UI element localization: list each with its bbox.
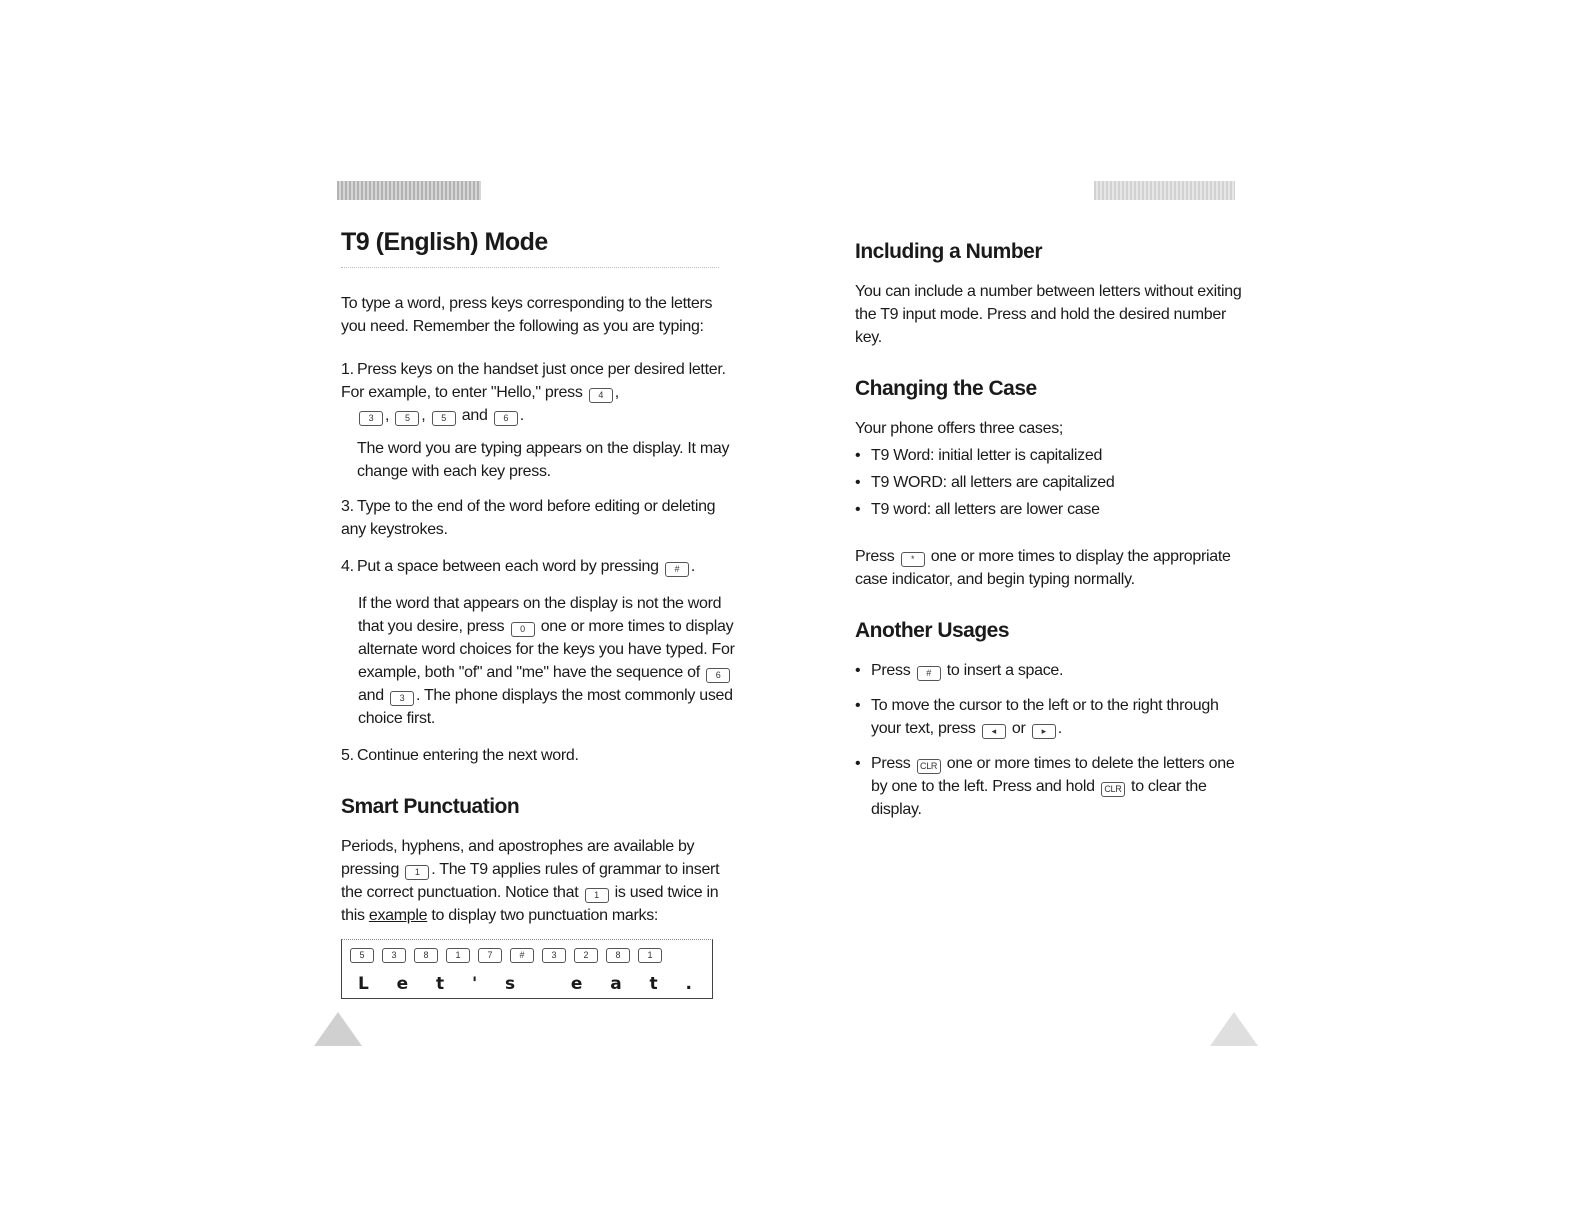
example-letter: ': [472, 974, 478, 994]
case-list: [855, 444, 1250, 521]
changing-case-intro: Your phone offers three cases;: [855, 420, 1064, 437]
step-3: 3. Type to the end of the word before editing or deleting any keystrokes.: [341, 498, 716, 538]
changing-case-text: Press * one or more times to display the appropriate case indicator, and begin typing normally.: [855, 548, 1231, 588]
example-letter: s: [505, 974, 516, 994]
key-1-icon: 1: [585, 888, 609, 903]
step-4-note: If the word that appears on the display is not the word that you desire, press 0 one or more times to display alternate word choices for the keys you have typed. For example, both "of" and "me" have the sequence of 6 and 3 . The phone displays the most commonly used choice first.: [358, 595, 735, 727]
usages-list: [855, 659, 1250, 821]
usage-item-space: • Press # to insert a space.: [855, 659, 1250, 682]
case-item: • T9 Word: initial letter is capitalized: [855, 444, 1250, 467]
smart-punctuation-text: Periods, hyphens, and apostrophes are available by pressing 1 . The T9 applies rules of grammar to insert the correct punctuation. Notice that 1 is used twice in this example to display two punctuation marks:: [341, 838, 720, 924]
changing-case-title: Changing the Case: [855, 377, 1037, 400]
key-8-icon: 8: [414, 948, 438, 963]
nav-right-key-icon: ▸: [1032, 724, 1056, 739]
example-letter: e: [570, 974, 583, 994]
key-3-icon: 3: [359, 411, 383, 426]
key-hash-icon: #: [510, 948, 534, 963]
nav-left-key-icon: ◂: [982, 724, 1006, 739]
key-6-icon: 6: [706, 668, 730, 683]
clear-key-icon: CLR: [917, 759, 941, 774]
right-page-triangle-icon: [1210, 1012, 1258, 1046]
punctuation-example-box: [341, 939, 713, 999]
example-letter: t: [649, 974, 658, 994]
example-letter: t: [436, 974, 445, 994]
key-6-icon: 6: [494, 411, 518, 426]
key-4-icon: 4: [589, 388, 613, 403]
example-letter: a: [610, 974, 622, 994]
example-link[interactable]: example: [368, 907, 428, 924]
key-7-icon: 7: [478, 948, 502, 963]
key-1-icon: 1: [405, 865, 429, 880]
left-header-tab: [337, 181, 481, 200]
key-star-icon: *: [901, 552, 925, 567]
key-5-icon: 5: [395, 411, 419, 426]
key-0-icon: 0: [511, 622, 535, 637]
key-1-icon: 1: [638, 948, 662, 963]
key-3-icon: 3: [390, 691, 414, 706]
example-letter-row: [358, 974, 692, 994]
clear-key-icon: CLR: [1101, 782, 1125, 797]
key-hash-icon: #: [917, 666, 941, 681]
including-number-text: You can include a number between letters without exiting the T9 input mode. Press and hold the desired number key.: [855, 283, 1242, 346]
left-column: [341, 228, 736, 999]
key-5-icon: 5: [350, 948, 374, 963]
step-1: 1. Press keys on the handset just once per desired letter. For example, to enter "Hello," press 4 , 3 , 5 , 5 and 6 .: [341, 361, 726, 424]
example-key-row: [350, 948, 662, 963]
key-2-icon: 2: [574, 948, 598, 963]
key-1-icon: 1: [446, 948, 470, 963]
example-letter: .: [685, 974, 692, 994]
intro-text: To type a word, press keys corresponding to the letters you need. Remember the following as you are typing:: [341, 295, 713, 335]
smart-punctuation-title: Smart Punctuation: [341, 795, 520, 818]
key-3-icon: 3: [382, 948, 406, 963]
usage-item-cursor: • To move the cursor to the left or to the right through your text, press ◂ or ▸ .: [855, 694, 1250, 740]
including-number-title: Including a Number: [855, 240, 1043, 263]
step-4: 4. Put a space between each word by pressing # .: [341, 558, 695, 575]
key-hash-icon: #: [665, 562, 689, 577]
right-column: [855, 240, 1250, 821]
key-5-icon: 5: [432, 411, 456, 426]
right-header-tab: [1094, 181, 1235, 200]
step-5: 5. Continue entering the next word.: [341, 747, 579, 764]
page-title: T9 (English) Mode: [341, 228, 719, 268]
another-usages-title: Another Usages: [855, 619, 1010, 642]
key-3-icon: 3: [542, 948, 566, 963]
left-page-triangle-icon: [314, 1012, 362, 1046]
step-1-note: The word you are typing appears on the display. It may change with each key press.: [357, 440, 730, 480]
usage-item-delete: • Press CLR one or more times to delete the letters one by one to the left. Press and hold CLR to clear the display.: [855, 752, 1250, 821]
example-letter: L: [358, 974, 369, 994]
case-item: • T9 WORD: all letters are capitalized: [855, 471, 1250, 494]
case-item: • T9 word: all letters are lower case: [855, 498, 1250, 521]
key-8-icon: 8: [606, 948, 630, 963]
steps-list: [341, 358, 736, 767]
example-letter: e: [396, 974, 409, 994]
